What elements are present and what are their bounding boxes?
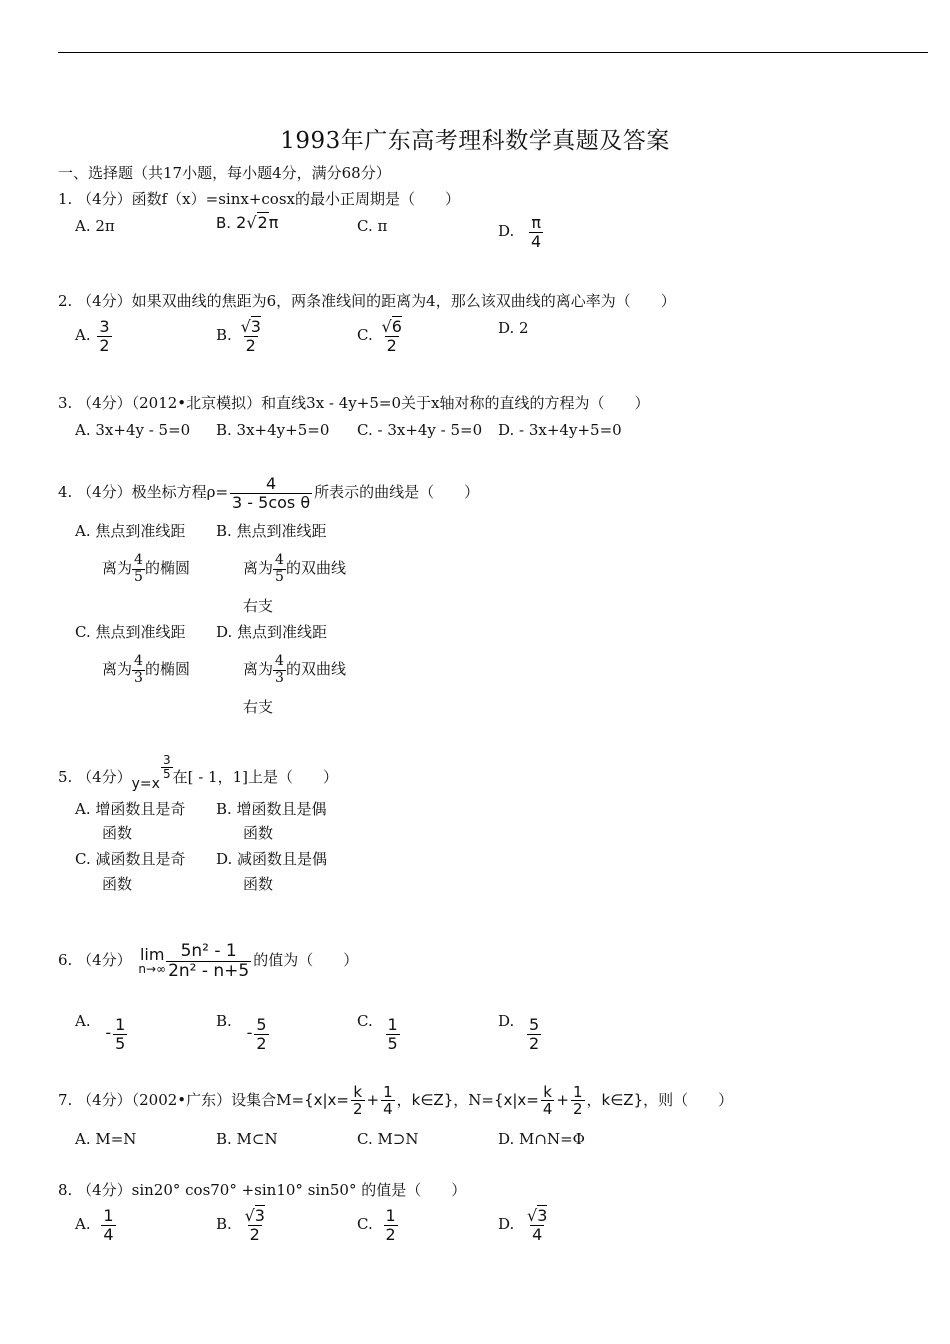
q5-option-c-line1: C. 减函数且是奇 — [75, 850, 186, 868]
q8-option-b: B. $\frac{√3}{2}$ — [216, 1206, 265, 1244]
question-6-stem: 6. （4分） lim n→∞ $\frac{\text{5n² - 1}}{\text{2n² - n+5}}$ 的值为（ ） — [58, 940, 359, 981]
q8-option-d: D. $\frac{√3}{4}$ — [498, 1206, 548, 1244]
q7-option-b: B. M⊂N — [216, 1130, 278, 1148]
q2-option-a: A. $\frac{3}{2}$ — [75, 317, 110, 355]
q2-option-d: D. 2 — [498, 319, 529, 337]
q4-option-c-line2: 离为 $\frac{4}{3}$ 的椭圆 — [102, 653, 190, 686]
q4-option-d-line2: 离为 $\frac{4}{3}$ 的双曲线 — [243, 653, 346, 686]
q6-option-c: C. $\frac{1}{5}$ — [357, 1012, 398, 1053]
q1-option-b: B. 2√2π — [216, 213, 279, 232]
q1-option-d: D. $\frac{\pi}{4}$ — [498, 213, 542, 251]
q5-option-c-line2: 函数 — [102, 875, 133, 893]
question-7-stem: 7. （4分）（2002•广东）设集合M={x|x= $\frac{k}{2}$ + $\frac{1}{4}$ ，k∈Z}，N={x|x= $\frac{k}{4}$ + $\frac{1}{2}$ ，k∈Z}，则（ ） — [58, 1082, 734, 1118]
q4-option-d-line3: 右支 — [243, 698, 274, 716]
q4-option-b-line3: 右支 — [243, 597, 274, 615]
question-8-stem: 8. （4分）sin20° cos70° +sin10° sin50° 的值是（ ） — [58, 1181, 467, 1199]
q4-option-a-line1: A. 焦点到准线距 — [75, 522, 186, 540]
question-4-stem: 4. （4分）极坐标方程ρ= $\frac{4}{\text{3 - 5cos θ}}$ 所表示的曲线是（ ） — [58, 473, 480, 512]
q7-option-a: A. M=N — [75, 1130, 137, 1148]
q7-option-c: C. M⊃N — [357, 1130, 419, 1148]
q5-option-d-line1: D. 减函数且是偶 — [216, 850, 328, 868]
q1-option-c: C. π — [357, 217, 388, 235]
q2-option-b: B. $\frac{√3}{2}$ — [216, 317, 261, 355]
q3-option-b: B. 3x+4y+5=0 — [216, 421, 330, 439]
q8-option-c: C. $\frac{1}{2}$ — [357, 1206, 396, 1244]
q5-option-d-line2: 函数 — [243, 875, 274, 893]
q8-option-a: A. $\frac{1}{4}$ — [75, 1206, 114, 1244]
q5-option-b-line2: 函数 — [243, 824, 274, 842]
q1-option-a: A. 2π — [75, 217, 115, 235]
q4-option-c-line1: C. 焦点到准线距 — [75, 623, 186, 641]
question-2-stem: 2. （4分）如果双曲线的焦距为6，两条准线间的距离为4，那么该双曲线的离心率为（ ） — [58, 292, 676, 310]
question-1-stem: 1. （4分）函数f（x）=sinx+cosx的最小正周期是（ ） — [58, 190, 460, 208]
q3-option-c: C. - 3x+4y - 5=0 — [357, 421, 483, 439]
q4-option-a-line2: 离为 $\frac{4}{5}$ 的椭圆 — [102, 552, 190, 585]
q6-option-b: B. - $\frac{5}{2}$ — [216, 1012, 267, 1053]
q4-option-b-line1: B. 焦点到准线距 — [216, 522, 327, 540]
q5-option-b-line1: B. 增函数且是偶 — [216, 800, 327, 818]
question-5-stem: 5. （4分）y=x $\frac{3}{5}$ 在[ - 1，1]上是（ ） — [58, 753, 338, 793]
q4-option-d-line1: D. 焦点到准线距 — [216, 623, 328, 641]
q2-option-c: C. $\frac{√6}{2}$ — [357, 317, 402, 355]
q6-option-d: D. $\frac{5}{2}$ — [498, 1012, 540, 1053]
header-rule — [58, 52, 928, 53]
q7-option-d: D. M∩N=Φ — [498, 1130, 585, 1148]
page-title: 1993年广东高考理科数学真题及答案 — [280, 128, 670, 154]
q5-option-a-line2: 函数 — [102, 824, 133, 842]
q5-option-a-line1: A. 增函数且是奇 — [75, 800, 186, 818]
q3-option-a: A. 3x+4y - 5=0 — [75, 421, 191, 439]
q4-option-b-line2: 离为 $\frac{4}{5}$ 的双曲线 — [243, 552, 346, 585]
q6-option-a: A. - $\frac{1}{5}$ — [75, 1012, 126, 1053]
q3-option-d: D. - 3x+4y+5=0 — [498, 421, 622, 439]
section-heading: 一、选择题（共17小题，每小题4分，满分68分） — [58, 164, 391, 182]
question-3-stem: 3. （4分）（2012•北京模拟）和直线3x - 4y+5=0关于x轴对称的直线的方程为（ ） — [58, 394, 650, 412]
